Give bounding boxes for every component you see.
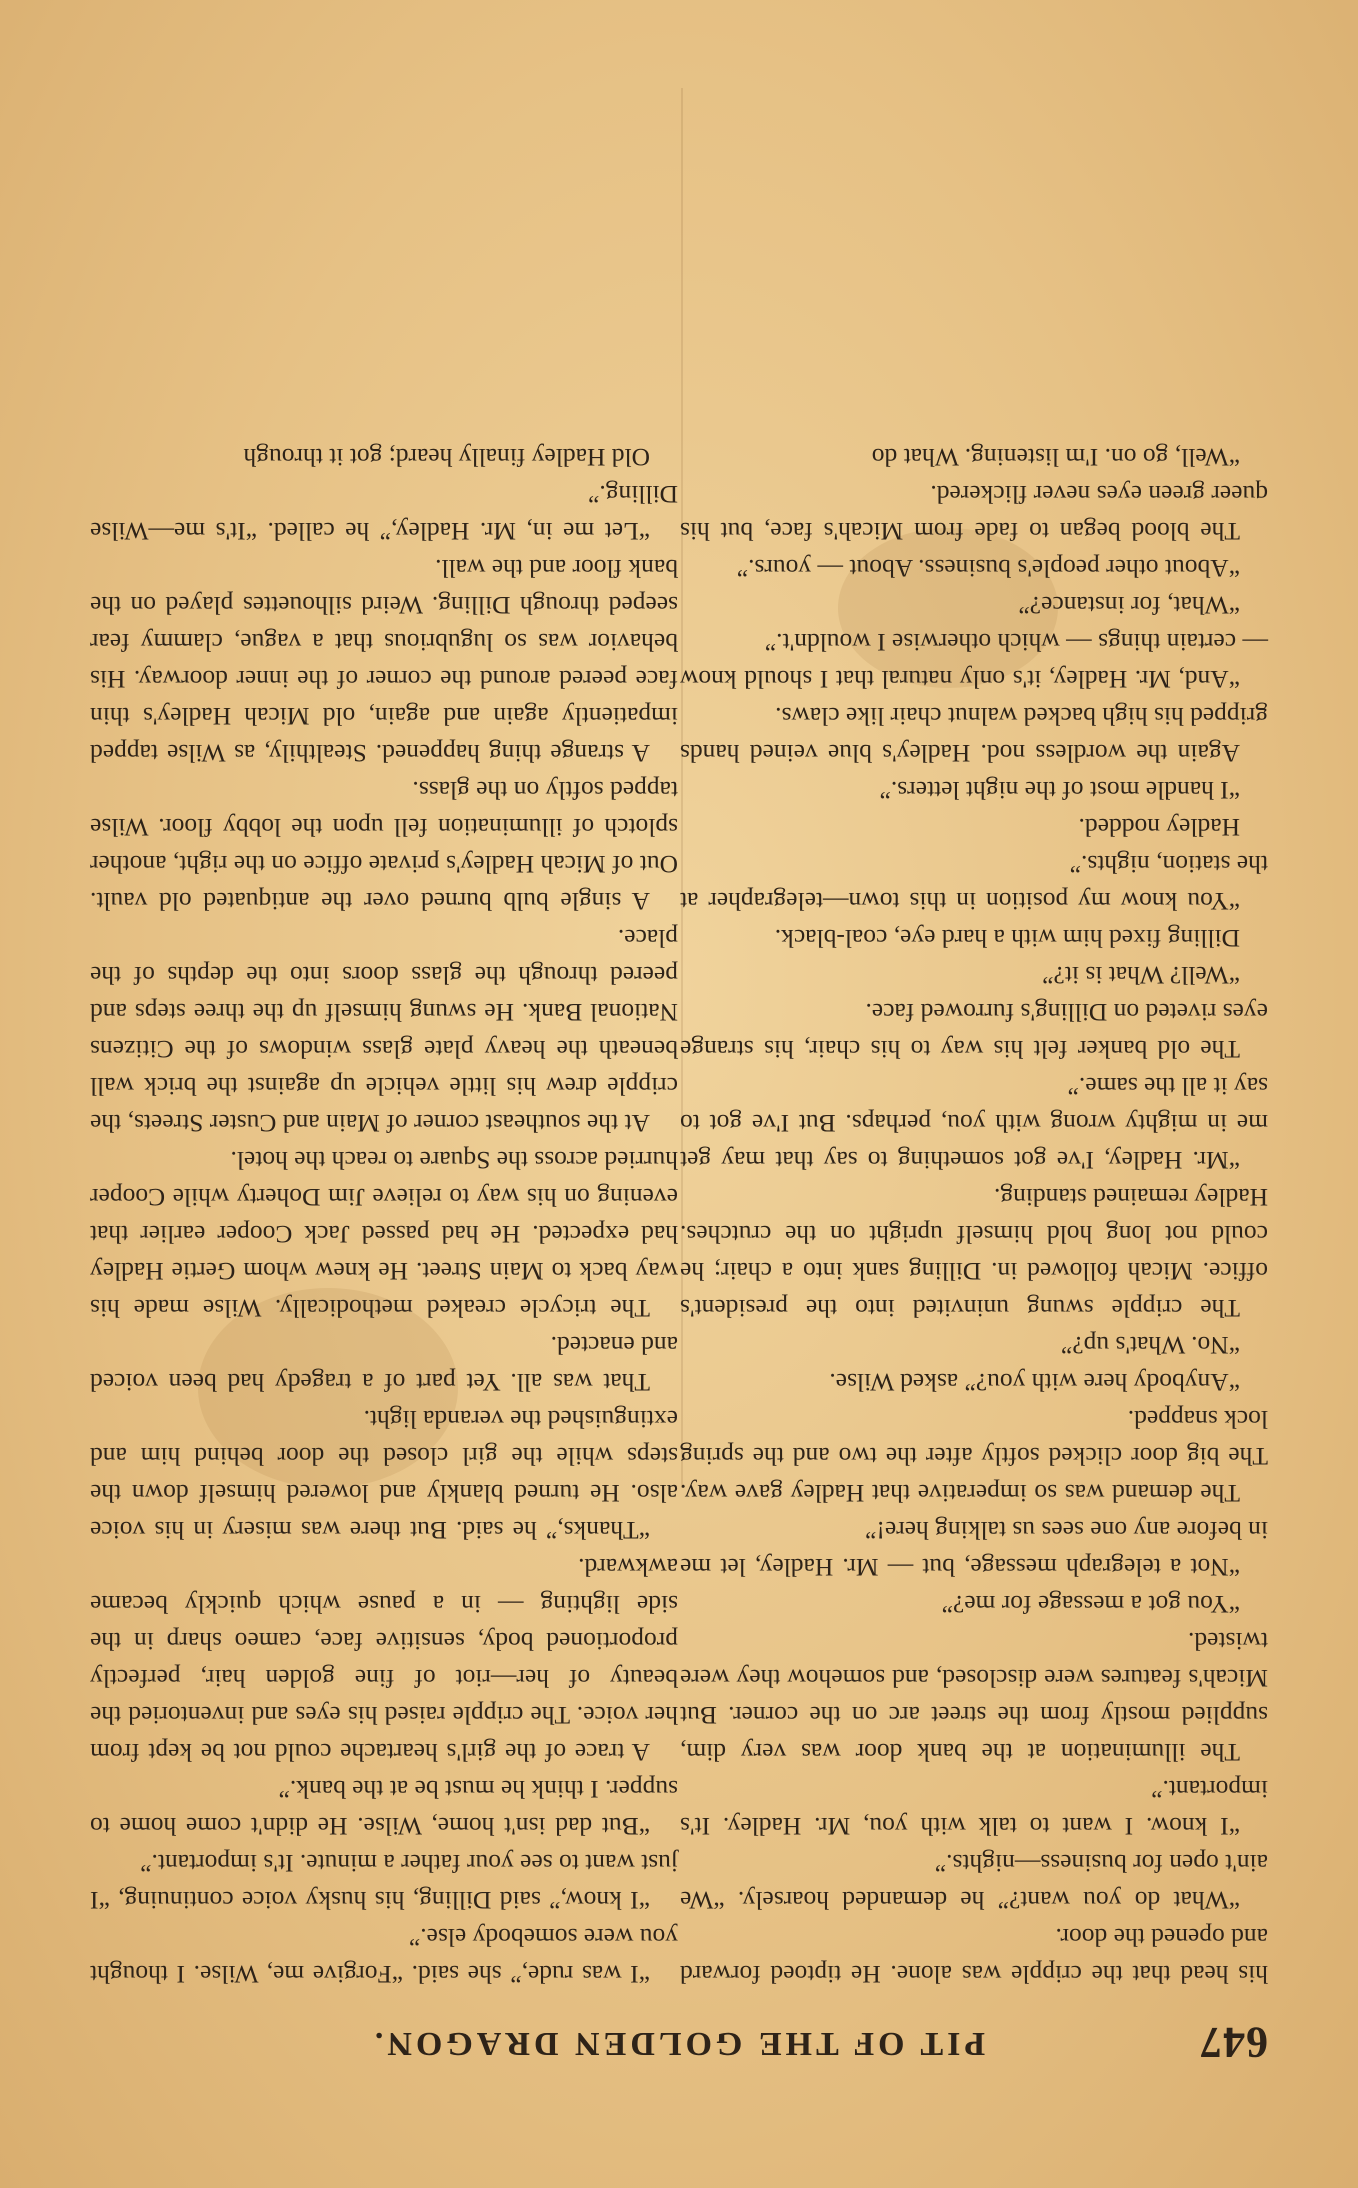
paragraph: A strange thing happened. Stealthily, as Wilse tapped impatiently again and again, old Micah Hadley's thin face peered around the corner of the inner doorway. His behavior was so lugubrious that a vague, clammy fear seeped through Dilling. Weird silhouettes played on the bank floor and the wall. — [90, 554, 678, 768]
paragraph: “What do you want?” he demanded hoarsely. “We ain't open for business—nights.” — [680, 1849, 1268, 1915]
paragraph: his head that the cripple was alone. He tiptoed forward and opened the door. — [680, 1923, 1268, 1989]
paragraph: “Well? What is it?” — [1042, 961, 1240, 990]
text-column-left — [680, 439, 1268, 1993]
paragraph: The illumination at the bank door was very dim, supplied mostly from the street arc on the corner. But Micah's features were disclosed, and somehow they were twisted. — [680, 1627, 1268, 1767]
paragraph: “No. What's up?” — [1060, 1331, 1240, 1360]
paragraph: The blood began to fade from Micah's face, but his queer green eyes never flickered. — [680, 480, 1268, 546]
paragraph: Old Hadley finally heard; got it through — [243, 443, 650, 472]
paragraph: “Mr. Hadley, I've got something to say that may get me in mighty wrong with you, perhaps. But I've got to say it all the same.” — [680, 1072, 1268, 1175]
paragraph: “But dad isn't home, Wilse. He didn't come home to supper. I think he must be at the bank.” — [90, 1775, 678, 1841]
paragraph: “About other people's business. About — yours.” — [736, 554, 1240, 583]
paragraph: At the southeast corner of Main and Custer Streets, the cripple drew his little vehicle up against the brick wall beneath the heavy plate glass windows of the Citizens National Bank. He swung himself up the three steps and peered through the glass doors into the depths of the place. — [90, 924, 678, 1138]
paragraph: “Not a telegraph message, but — Mr. Hadley, let me in before any one sees us talking here!” — [680, 1516, 1268, 1582]
paragraph: “And, Mr. Hadley, it's only natural that I should know — certain things — which otherwise I wouldn't.” — [680, 628, 1268, 694]
text-column-right — [90, 439, 678, 1993]
paragraph: That was all. Yet part of a tragedy had been voiced and enacted. — [90, 1331, 678, 1397]
paragraph: The demand was so imperative that Hadley gave way. The big door clicked softly after the two and the spring lock snapped. — [680, 1405, 1268, 1508]
running-title: PIT OF THE GOLDEN DRAGON. — [370, 2025, 986, 2062]
paragraph: “Let me in, Mr. Hadley,” he called. “It's me—Wilse Dilling.” — [90, 480, 678, 546]
paragraph: The cripple swung uninvited into the president's office. Micah followed in. Dilling sank into a chair; he could not long hold himself upright on the crutches. Hadley remained standing. — [680, 1183, 1268, 1323]
paragraph: The tricycle creaked methodically. Wilse made his way back to Main Street. He knew whom Gertie Hadley had expected. He had passed Jack Cooper earlier that evening on his way to relieve Jim Doherty while Cooper hurried across the Square to reach the hotel. — [90, 1146, 678, 1323]
paragraph: “I know,” said Dilling, his husky voice continuing, “I just want to see your father a minute. It's important.” — [90, 1849, 678, 1915]
paragraph: The old banker felt his way to his chair, his strange eyes riveted on Dilling's furrowed face. — [680, 998, 1268, 1064]
paragraph: A single bulb burned over the antiquated old vault. Out of Micah Hadley's private office on the right, another splotch of illumination fell upon the lobby floor. Wilse tapped softly on the glass. — [90, 776, 678, 916]
paragraph: Dilling fixed him with a hard eye, coal-black. — [774, 924, 1240, 953]
paragraph: Again the wordless nod. Hadley's blue veined hands gripped his high backed walnut chair like claws. — [680, 702, 1268, 768]
paragraph: “Well, go on. I'm listening. What do — [871, 443, 1240, 472]
paragraph: “What, for instance?” — [1018, 591, 1240, 620]
paragraph: Hadley nodded. — [1078, 813, 1240, 842]
paragraph: “You know my position in this town—telegrapher at the station, nights.” — [680, 850, 1268, 916]
paragraph: “Thanks,” he said. But there was misery in his voice also. He turned blankly and lowered himself down the steps while the girl closed the door behind him and extinguished the veranda light. — [90, 1405, 678, 1545]
page-number: 647 — [1199, 2018, 1268, 2067]
paragraph: “Anybody here with you?” asked Wilse. — [829, 1368, 1240, 1397]
paragraph: “I know. I want to talk with you, Mr. Hadley. It's important.” — [680, 1775, 1268, 1841]
page-header — [88, 2008, 1268, 2068]
paragraph: A trace of the girl's heartache could not be kept from her voice. The cripple raised his eyes and inventoried the beauty of her—riot of fine golden hair, perfectly proportioned body, sensitive face, cameo sharp in the side lighting — in a pause which quickly became awkward. — [90, 1553, 678, 1767]
paragraph: “You got a message for me?” — [941, 1590, 1240, 1619]
paragraph: “I was rude,” she said. “Forgive me, Wilse. I thought you were somebody else.” — [90, 1923, 678, 1989]
paragraph: “I handle most of the night letters.” — [879, 776, 1240, 805]
